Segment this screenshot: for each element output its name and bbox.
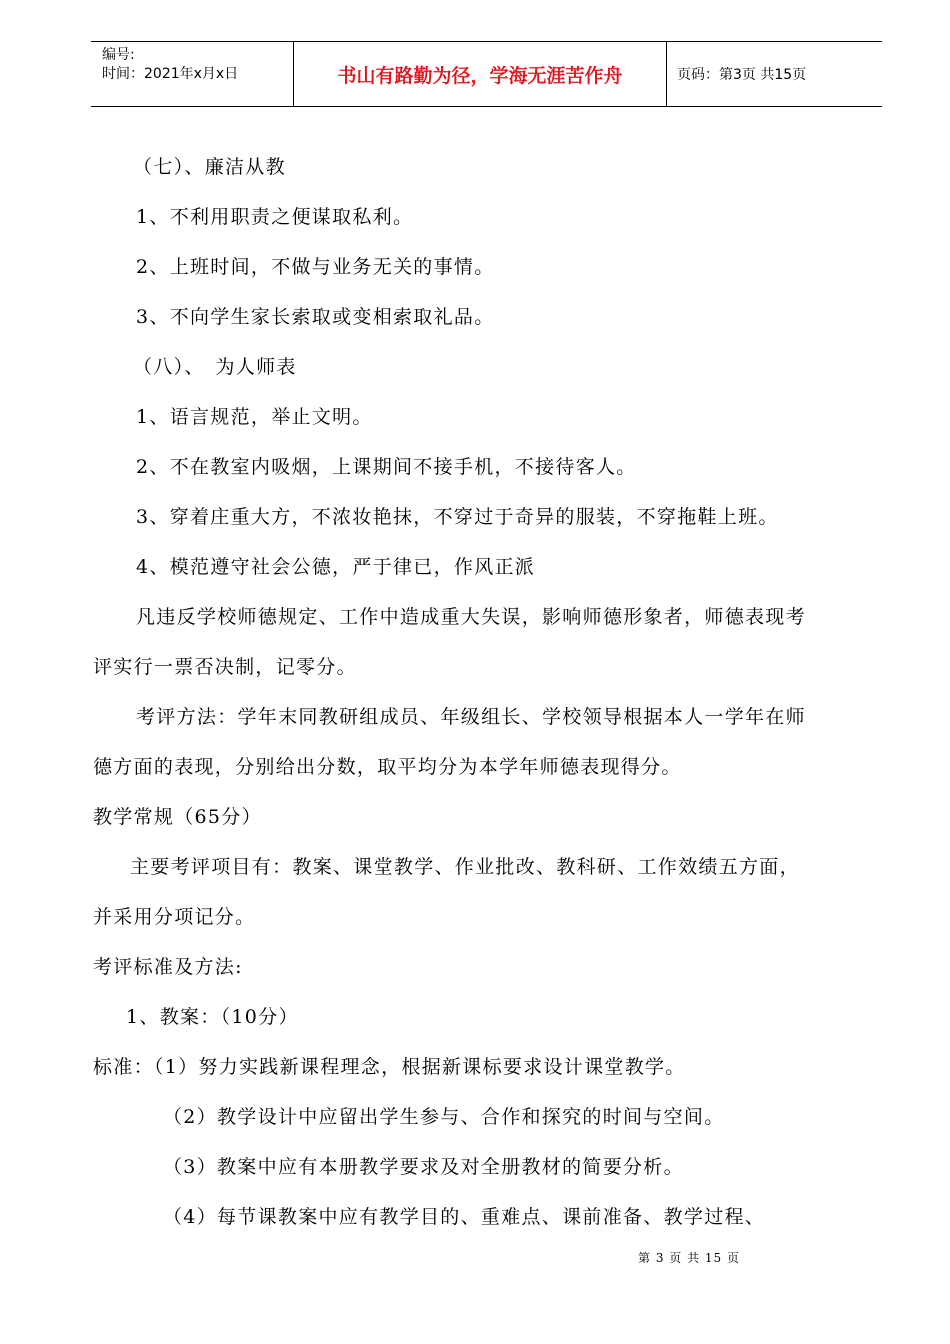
header-meta bbox=[102, 46, 238, 84]
body-line: 标准：（1）努力实践新课程理念，根据新课标要求设计课堂教学。 bbox=[93, 1056, 686, 1078]
body-line: 1、语言规范，举止文明。 bbox=[136, 406, 373, 428]
body-line: 考评方法：学年末同教研组成员、年级组长、学校领导根据本人一学年在师 bbox=[136, 706, 806, 728]
body-line: （2）教学设计中应留出学生参与、合作和探究的时间与空间。 bbox=[163, 1106, 725, 1128]
header-motto: 书山有路勤为径，学海无涯苦作舟 bbox=[337, 64, 623, 87]
page-footer: 第 3 页 共 15 页 bbox=[638, 1251, 740, 1265]
body-line: 德方面的表现，分别给出分数，取平均分为本学年师德表现得分。 bbox=[93, 756, 682, 778]
body-line: 2、不在教室内吸烟，上课期间不接手机，不接待客人。 bbox=[136, 456, 637, 478]
body-line: 2、上班时间，不做与业务无关的事情。 bbox=[136, 256, 495, 278]
body-line: 3、穿着庄重大方，不浓妆艳抹，不穿过于奇异的服装，不穿拖鞋上班。 bbox=[136, 506, 779, 528]
serial-label: 编号: bbox=[102, 47, 135, 63]
body-line: 1、不利用职责之便谋取私利。 bbox=[136, 206, 414, 228]
body-line: 评实行一票否决制，记零分。 bbox=[93, 656, 357, 678]
body-line: （4）每节课教案中应有教学目的、重难点、课前准备、教学过程、 bbox=[163, 1206, 766, 1228]
section-heading: （八）、 为人师表 bbox=[133, 356, 297, 378]
section-heading: 教学常规（65分） bbox=[93, 806, 262, 828]
body-line: 1、教案：（10分） bbox=[126, 1006, 299, 1028]
body-line: 4、模范遵守社会公德，严于律已，作风正派 bbox=[136, 556, 536, 578]
section-heading: 考评标准及方法: bbox=[93, 956, 243, 978]
section-heading: （七）、廉洁从教 bbox=[133, 156, 286, 178]
body-line: 并采用分项记分。 bbox=[93, 906, 256, 928]
page-header bbox=[91, 41, 882, 107]
body-line: 主要考评项目有：教案、课堂教学、作业批改、教科研、工作效绩五方面， bbox=[130, 856, 800, 878]
header-page-info: 页码：第3页 共15页 bbox=[677, 67, 807, 83]
body-line: 凡违反学校师德规定、工作中造成重大失误，影响师德形象者，师德表现考 bbox=[136, 606, 806, 628]
header-divider bbox=[666, 42, 667, 106]
body-line: （3）教案中应有本册教学要求及对全册教材的简要分析。 bbox=[163, 1156, 684, 1178]
time-label: 时间：2021年x月x日 bbox=[102, 66, 239, 82]
body-line: 3、不向学生家长索取或变相索取礼品。 bbox=[136, 306, 495, 328]
